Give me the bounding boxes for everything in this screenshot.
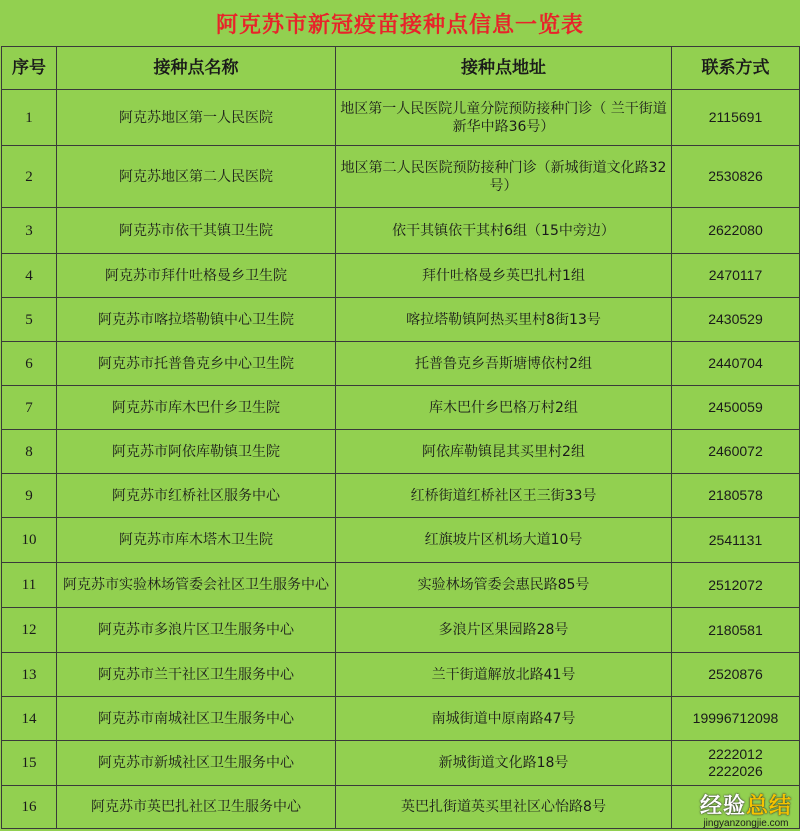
cell-phone: 2512072 <box>672 563 800 608</box>
table-row <box>2 298 800 342</box>
cell-name: 阿克苏市拜什吐格曼乡卫生院 <box>57 254 336 298</box>
cell-index: 8 <box>2 430 57 474</box>
cell-index: 2 <box>2 146 57 208</box>
cell-phone: 2430529 <box>672 298 800 342</box>
cell-index: 1 <box>2 90 57 146</box>
cell-name: 阿克苏市兰干社区卫生服务中心 <box>57 653 336 697</box>
cell-name: 阿克苏地区第一人民医院 <box>57 90 336 146</box>
table-row <box>2 563 800 608</box>
cell-name: 阿克苏市多浪片区卫生服务中心 <box>57 608 336 653</box>
cell-name: 阿克苏市喀拉塔勒镇中心卫生院 <box>57 298 336 342</box>
table-row <box>2 430 800 474</box>
cell-name: 阿克苏市依干其镇卫生院 <box>57 208 336 254</box>
cell-address: 依干其镇依干其村6组（15中旁边） <box>336 208 672 254</box>
cell-name: 阿克苏市库木塔木卫生院 <box>57 518 336 563</box>
cell-address: 新城街道文化路18号 <box>336 741 672 786</box>
table-row <box>2 786 800 829</box>
cell-name: 阿克苏市实验林场管委会社区卫生服务中心 <box>57 563 336 608</box>
cell-index: 7 <box>2 386 57 430</box>
cell-index: 6 <box>2 342 57 386</box>
cell-phone: 2541131 <box>672 518 800 563</box>
cell-address: 阿依库勒镇昆其买里村2组 <box>336 430 672 474</box>
cell-index: 14 <box>2 697 57 741</box>
cell-index: 10 <box>2 518 57 563</box>
header-index: 序号 <box>2 47 57 90</box>
table-row <box>2 254 800 298</box>
watermark-url: jingyanzongjie.com <box>703 818 789 829</box>
site-watermark <box>700 796 792 829</box>
cell-name: 阿克苏市库木巴什乡卫生院 <box>57 386 336 430</box>
cell-phone: 2450059 <box>672 386 800 430</box>
cell-index: 15 <box>2 741 57 786</box>
cell-name: 阿克苏市英巴扎社区卫生服务中心 <box>57 786 336 829</box>
vaccination-sites-table <box>1 46 800 829</box>
cell-phone: 2180578 <box>672 474 800 518</box>
cell-address: 南城街道中原南路47号 <box>336 697 672 741</box>
header-address: 接种点地址 <box>336 47 672 90</box>
cell-phone: 2222012 2222026 <box>672 741 800 786</box>
cell-index: 4 <box>2 254 57 298</box>
table-row <box>2 697 800 741</box>
cell-address: 地区第一人民医院儿童分院预防接种门诊（ 兰干街道新华中路36号） <box>336 90 672 146</box>
cell-index: 11 <box>2 563 57 608</box>
cell-address: 英巴扎街道英买里社区心怡路8号 <box>336 786 672 829</box>
cell-address: 实验林场管委会惠民路85号 <box>336 563 672 608</box>
table-row <box>2 342 800 386</box>
cell-phone: 2520876 <box>672 653 800 697</box>
watermark-accent: 总结 <box>745 794 792 819</box>
cell-phone: 2180581 <box>672 608 800 653</box>
cell-phone: 2460072 <box>672 430 800 474</box>
table-header-row <box>2 47 800 90</box>
cell-address: 红桥街道红桥社区王三街33号 <box>336 474 672 518</box>
cell-address: 喀拉塔勒镇阿热买里村8街13号 <box>336 298 672 342</box>
cell-index: 5 <box>2 298 57 342</box>
header-contact: 联系方式 <box>672 47 800 90</box>
cell-name: 阿克苏市托普鲁克乡中心卫生院 <box>57 342 336 386</box>
table-row <box>2 653 800 697</box>
header-name: 接种点名称 <box>57 47 336 90</box>
table-row <box>2 90 800 146</box>
cell-index: 9 <box>2 474 57 518</box>
table-row <box>2 608 800 653</box>
cell-address: 拜什吐格曼乡英巴扎村1组 <box>336 254 672 298</box>
cell-address: 地区第二人民医院预防接种门诊（新城街道文化路32号） <box>336 146 672 208</box>
cell-phone: 2440704 <box>672 342 800 386</box>
cell-name: 阿克苏地区第二人民医院 <box>57 146 336 208</box>
cell-index: 12 <box>2 608 57 653</box>
cell-index: 3 <box>2 208 57 254</box>
cell-name: 阿克苏市新城社区卫生服务中心 <box>57 741 336 786</box>
table-row <box>2 474 800 518</box>
cell-address: 托普鲁克乡吾斯塘博依村2组 <box>336 342 672 386</box>
cell-address: 兰干街道解放北路41号 <box>336 653 672 697</box>
cell-index: 13 <box>2 653 57 697</box>
cell-address: 库木巴什乡巴格万村2组 <box>336 386 672 430</box>
cell-address: 红旗坡片区机场大道10号 <box>336 518 672 563</box>
cell-phone: 2622080 <box>672 208 800 254</box>
cell-index: 16 <box>2 786 57 829</box>
cell-name: 阿克苏市红桥社区服务中心 <box>57 474 336 518</box>
cell-phone: 2530826 <box>672 146 800 208</box>
cell-name: 阿克苏市南城社区卫生服务中心 <box>57 697 336 741</box>
cell-name: 阿克苏市阿依库勒镇卫生院 <box>57 430 336 474</box>
table-row <box>2 208 800 254</box>
cell-phone: 2470117 <box>672 254 800 298</box>
cell-address: 多浪片区果园路28号 <box>336 608 672 653</box>
cell-phone: 2115691 <box>672 90 800 146</box>
table-row <box>2 518 800 563</box>
cell-phone: 19996712098 <box>672 697 800 741</box>
table-row <box>2 386 800 430</box>
table-row <box>2 146 800 208</box>
watermark-main: 经验 <box>699 794 746 819</box>
page-title: 阿克苏市新冠疫苗接种点信息一览表 <box>215 11 584 38</box>
table-row <box>2 741 800 786</box>
